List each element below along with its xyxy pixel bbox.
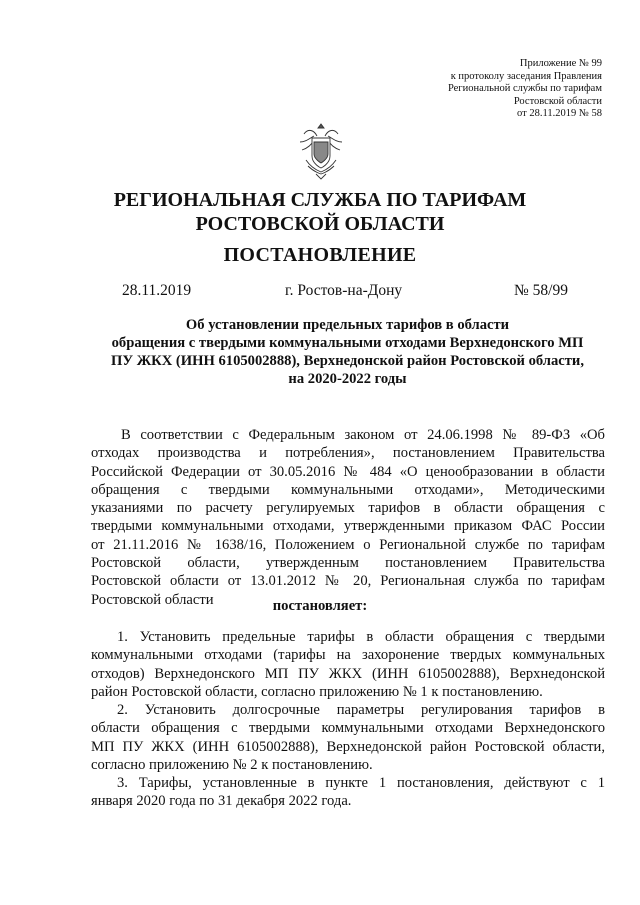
document-date: 28.11.2019 — [122, 282, 192, 299]
subject-line: ПУ ЖКХ (ИНН 6105002888), Верхнедонской район Ростовской области, — [111, 353, 584, 369]
subject-line: на 2020-2022 годы — [288, 371, 407, 387]
preamble-line: Ростовской области, утвержденным постановлением Правительства — [91, 555, 605, 572]
annex-reference — [372, 58, 602, 121]
document-city: г. Ростов-на-Дону — [285, 282, 403, 299]
item-line: коммунальными отходами (тарифы на захоронение твердых коммунальных — [91, 647, 605, 664]
preamble-line: отходах производства и потребления», постановлением Правительства — [91, 445, 605, 462]
organization-name — [0, 188, 640, 236]
annex-line: к протоколу заседания Правления — [450, 70, 602, 82]
org-line: РОСТОВСКОЙ ОБЛАСТИ — [195, 213, 445, 235]
item-line: МП ПУ ЖКХ (ИНН 6105002888), Верхнедонской район Ростовской области, — [91, 738, 605, 755]
annex-line: Ростовской области — [513, 95, 602, 107]
item-line: 2. Установить долгосрочные параметры регулирования тарифов в — [117, 702, 605, 718]
preamble-line: В соответствии с Федеральным законом от 24.06.1998 № 89-ФЗ «Об — [121, 427, 605, 443]
preamble-line: твердыми коммунальными отходами, утвержденными приказом ФАС России — [91, 518, 605, 535]
document-meta — [122, 282, 568, 302]
document-number: № 58/99 — [514, 282, 568, 299]
subject-line: обращения с твердыми коммунальными отходами Верхнедонского МП — [111, 335, 584, 351]
item-line: области обращения с твердыми коммунальными отходами Верхнедонского — [91, 720, 605, 737]
annex-line: Региональной службы по тарифам — [447, 83, 602, 94]
item-3-paragraph — [91, 774, 605, 811]
preamble-line: Российской Федерации от 30.05.2016 № 484 «О ценообразовании в области — [91, 463, 605, 480]
preamble-line: Ростовской области — [91, 591, 214, 608]
item-1-paragraph — [91, 628, 605, 701]
item-line: согласно приложению № 2 к постановлению. — [91, 756, 373, 773]
item-line: район Ростовской области, согласно приложению № 1 к постановлению. — [91, 683, 543, 700]
item-line: января 2020 года по 31 декабря 2022 года. — [91, 793, 352, 810]
preamble-line: Ростовской области от 13.01.2012 № 20, Региональная служба по тарифам — [91, 573, 605, 590]
preamble-line: указаниями по расчету регулируемых тарифов в области обращения с — [91, 500, 605, 517]
subject-line: Об установлении предельных тарифов в области — [185, 317, 510, 333]
preamble-paragraph — [91, 426, 605, 609]
item-2-paragraph — [91, 701, 605, 774]
item-line: 3. Тарифы, установленные в пункте 1 постановления, действуют с 1 — [117, 775, 605, 791]
decree-word: постановляет: — [272, 598, 368, 614]
coat-of-arms-emblem-icon — [296, 120, 346, 182]
org-line: РЕГИОНАЛЬНАЯ СЛУЖБА ПО ТАРИФАМ — [113, 189, 527, 211]
document-type-title: ПОСТАНОВЛЕНИЕ — [223, 244, 417, 266]
preamble-line: от 21.11.2016 № 1638/16, Положением о Региональной службе по тарифам — [91, 536, 605, 553]
item-line: отходов) Верхнедонского МП ПУ ЖКХ (ИНН 6105002888), Верхнедонской — [91, 665, 605, 682]
item-line: 1. Установить предельные тарифы в области обращения с твердыми — [117, 629, 605, 645]
annex-line: Приложение № 99 — [519, 58, 602, 69]
preamble-line: обращения с твердыми коммунальными отходами», Методическими — [91, 481, 605, 498]
document-subject — [90, 316, 605, 388]
annex-line: от 28.11.2019 № 58 — [517, 108, 602, 119]
